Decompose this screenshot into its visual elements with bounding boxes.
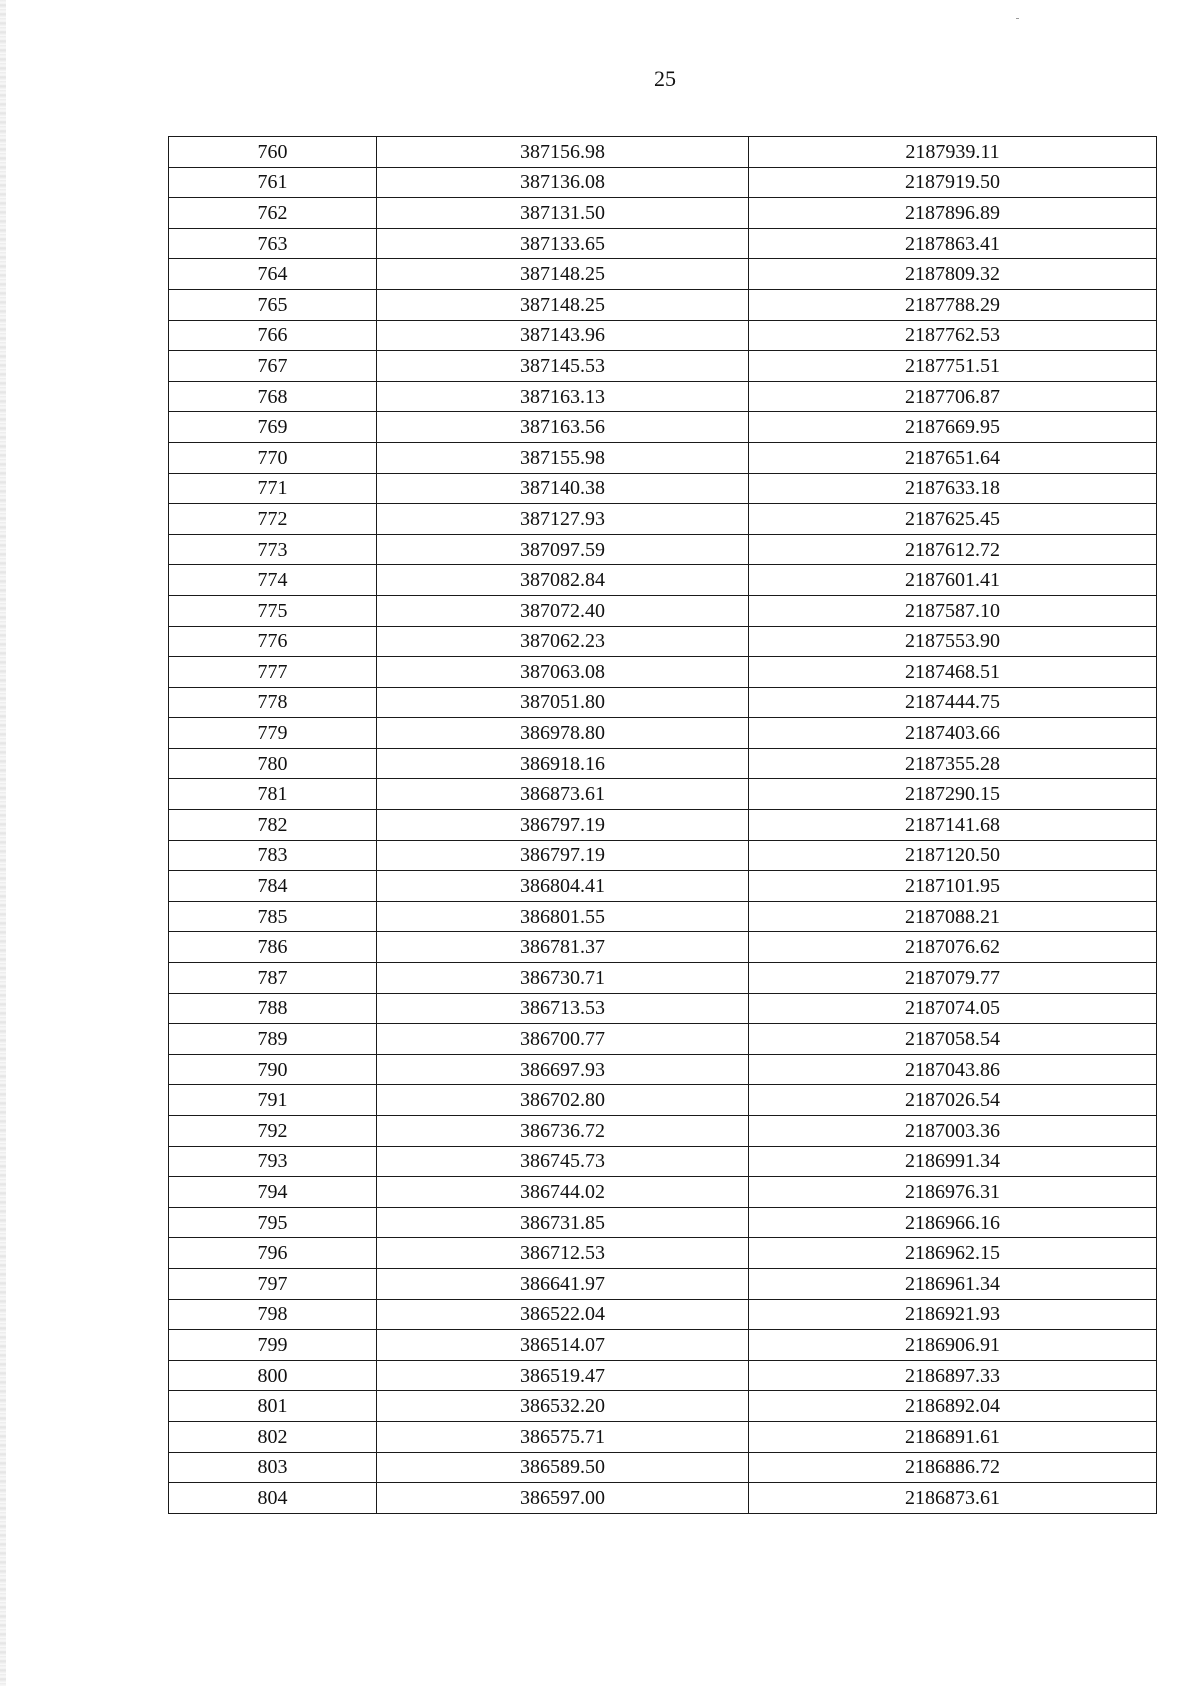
y-coordinate-cell: 2187079.77	[749, 963, 1157, 994]
point-number-cell: 795	[169, 1207, 377, 1238]
y-coordinate-cell: 2186892.04	[749, 1391, 1157, 1422]
point-number-cell: 778	[169, 687, 377, 718]
table-row	[169, 137, 1157, 168]
point-number-cell: 785	[169, 901, 377, 932]
table-row	[169, 779, 1157, 810]
scan-artifact	[1016, 18, 1019, 19]
y-coordinate-cell: 2186921.93	[749, 1299, 1157, 1330]
x-coordinate-cell: 386745.73	[377, 1146, 749, 1177]
point-number-cell: 798	[169, 1299, 377, 1330]
x-coordinate-cell: 386797.19	[377, 840, 749, 871]
x-coordinate-cell: 387051.80	[377, 687, 749, 718]
table-row	[169, 534, 1157, 565]
table-row	[169, 1360, 1157, 1391]
y-coordinate-cell: 2187762.53	[749, 320, 1157, 351]
y-coordinate-cell: 2186976.31	[749, 1177, 1157, 1208]
table-row	[169, 993, 1157, 1024]
point-number-cell: 760	[169, 137, 377, 168]
y-coordinate-cell: 2187058.54	[749, 1024, 1157, 1055]
point-number-cell: 787	[169, 963, 377, 994]
x-coordinate-cell: 386873.61	[377, 779, 749, 810]
y-coordinate-cell: 2187788.29	[749, 289, 1157, 320]
point-number-cell: 804	[169, 1483, 377, 1514]
point-number-cell: 774	[169, 565, 377, 596]
point-number-cell: 794	[169, 1177, 377, 1208]
x-coordinate-cell: 387148.25	[377, 259, 749, 290]
y-coordinate-cell: 2186962.15	[749, 1238, 1157, 1269]
point-number-cell: 782	[169, 810, 377, 841]
x-coordinate-cell: 386801.55	[377, 901, 749, 932]
table-row	[169, 198, 1157, 229]
y-coordinate-cell: 2187706.87	[749, 381, 1157, 412]
table-row	[169, 1207, 1157, 1238]
table-row	[169, 626, 1157, 657]
table-row	[169, 381, 1157, 412]
table-row	[169, 1146, 1157, 1177]
y-coordinate-cell: 2187601.41	[749, 565, 1157, 596]
point-number-cell: 788	[169, 993, 377, 1024]
y-coordinate-cell: 2187088.21	[749, 901, 1157, 932]
y-coordinate-cell: 2187026.54	[749, 1085, 1157, 1116]
point-number-cell: 767	[169, 351, 377, 382]
y-coordinate-cell: 2187290.15	[749, 779, 1157, 810]
coordinates-table	[168, 136, 1157, 1514]
x-coordinate-cell: 386597.00	[377, 1483, 749, 1514]
table-row	[169, 963, 1157, 994]
x-coordinate-cell: 387131.50	[377, 198, 749, 229]
y-coordinate-cell: 2187863.41	[749, 228, 1157, 259]
point-number-cell: 764	[169, 259, 377, 290]
y-coordinate-cell: 2187612.72	[749, 534, 1157, 565]
x-coordinate-cell: 386522.04	[377, 1299, 749, 1330]
point-number-cell: 796	[169, 1238, 377, 1269]
y-coordinate-cell: 2187468.51	[749, 657, 1157, 688]
x-coordinate-cell: 387156.98	[377, 137, 749, 168]
x-coordinate-cell: 386532.20	[377, 1391, 749, 1422]
x-coordinate-cell: 387063.08	[377, 657, 749, 688]
x-coordinate-cell: 386697.93	[377, 1054, 749, 1085]
table-row	[169, 871, 1157, 902]
x-coordinate-cell: 386731.85	[377, 1207, 749, 1238]
table-row	[169, 351, 1157, 382]
table-row	[169, 167, 1157, 198]
table-row	[169, 1452, 1157, 1483]
x-coordinate-cell: 387097.59	[377, 534, 749, 565]
point-number-cell: 786	[169, 932, 377, 963]
y-coordinate-cell: 2187809.32	[749, 259, 1157, 290]
x-coordinate-cell: 386797.19	[377, 810, 749, 841]
point-number-cell: 790	[169, 1054, 377, 1085]
x-coordinate-cell: 386978.80	[377, 718, 749, 749]
x-coordinate-cell: 386641.97	[377, 1268, 749, 1299]
y-coordinate-cell: 2186897.33	[749, 1360, 1157, 1391]
table-row	[169, 1483, 1157, 1514]
y-coordinate-cell: 2187444.75	[749, 687, 1157, 718]
table-row	[169, 657, 1157, 688]
y-coordinate-cell: 2187120.50	[749, 840, 1157, 871]
point-number-cell: 799	[169, 1330, 377, 1361]
table-row	[169, 595, 1157, 626]
y-coordinate-cell: 2187076.62	[749, 932, 1157, 963]
page-number: 25	[654, 66, 676, 91]
x-coordinate-cell: 387148.25	[377, 289, 749, 320]
x-coordinate-cell: 387127.93	[377, 504, 749, 535]
table-row	[169, 259, 1157, 290]
y-coordinate-cell: 2187625.45	[749, 504, 1157, 535]
table-row	[169, 1268, 1157, 1299]
table-row	[169, 1116, 1157, 1147]
coordinates-table-body	[169, 137, 1157, 1514]
point-number-cell: 769	[169, 412, 377, 443]
table-row	[169, 901, 1157, 932]
y-coordinate-cell: 2186906.91	[749, 1330, 1157, 1361]
x-coordinate-cell: 386700.77	[377, 1024, 749, 1055]
table-row	[169, 1299, 1157, 1330]
x-coordinate-cell: 386702.80	[377, 1085, 749, 1116]
x-coordinate-cell: 387163.13	[377, 381, 749, 412]
x-coordinate-cell: 387143.96	[377, 320, 749, 351]
table-row	[169, 442, 1157, 473]
x-coordinate-cell: 387062.23	[377, 626, 749, 657]
x-coordinate-cell: 386736.72	[377, 1116, 749, 1147]
point-number-cell: 803	[169, 1452, 377, 1483]
table-row	[169, 289, 1157, 320]
y-coordinate-cell: 2187919.50	[749, 167, 1157, 198]
y-coordinate-cell: 2186873.61	[749, 1483, 1157, 1514]
y-coordinate-cell: 2186886.72	[749, 1452, 1157, 1483]
table-row	[169, 810, 1157, 841]
table-row	[169, 1177, 1157, 1208]
table-row	[169, 932, 1157, 963]
x-coordinate-cell: 387072.40	[377, 595, 749, 626]
table-row	[169, 748, 1157, 779]
y-coordinate-cell: 2187141.68	[749, 810, 1157, 841]
x-coordinate-cell: 386575.71	[377, 1421, 749, 1452]
y-coordinate-cell: 2187651.64	[749, 442, 1157, 473]
y-coordinate-cell: 2186966.16	[749, 1207, 1157, 1238]
table-row	[169, 687, 1157, 718]
point-number-cell: 802	[169, 1421, 377, 1452]
point-number-cell: 784	[169, 871, 377, 902]
point-number-cell: 773	[169, 534, 377, 565]
point-number-cell: 789	[169, 1024, 377, 1055]
point-number-cell: 777	[169, 657, 377, 688]
table-row	[169, 412, 1157, 443]
y-coordinate-cell: 2187896.89	[749, 198, 1157, 229]
table-row	[169, 1085, 1157, 1116]
point-number-cell: 762	[169, 198, 377, 229]
point-number-cell: 779	[169, 718, 377, 749]
x-coordinate-cell: 387133.65	[377, 228, 749, 259]
x-coordinate-cell: 387155.98	[377, 442, 749, 473]
x-coordinate-cell: 386781.37	[377, 932, 749, 963]
x-coordinate-cell: 386744.02	[377, 1177, 749, 1208]
y-coordinate-cell: 2187553.90	[749, 626, 1157, 657]
x-coordinate-cell: 387140.38	[377, 473, 749, 504]
point-number-cell: 791	[169, 1085, 377, 1116]
table-row	[169, 228, 1157, 259]
table-row	[169, 320, 1157, 351]
point-number-cell: 781	[169, 779, 377, 810]
point-number-cell: 761	[169, 167, 377, 198]
point-number-cell: 797	[169, 1268, 377, 1299]
y-coordinate-cell: 2186961.34	[749, 1268, 1157, 1299]
x-coordinate-cell: 387082.84	[377, 565, 749, 596]
y-coordinate-cell: 2187403.66	[749, 718, 1157, 749]
point-number-cell: 792	[169, 1116, 377, 1147]
table-row	[169, 840, 1157, 871]
point-number-cell: 780	[169, 748, 377, 779]
x-coordinate-cell: 387145.53	[377, 351, 749, 382]
y-coordinate-cell: 2187939.11	[749, 137, 1157, 168]
table-row	[169, 1330, 1157, 1361]
point-number-cell: 763	[169, 228, 377, 259]
point-number-cell: 793	[169, 1146, 377, 1177]
point-number-cell: 765	[169, 289, 377, 320]
x-coordinate-cell: 386730.71	[377, 963, 749, 994]
y-coordinate-cell: 2186991.34	[749, 1146, 1157, 1177]
point-number-cell: 771	[169, 473, 377, 504]
point-number-cell: 775	[169, 595, 377, 626]
table-row	[169, 1054, 1157, 1085]
y-coordinate-cell: 2187003.36	[749, 1116, 1157, 1147]
x-coordinate-cell: 386918.16	[377, 748, 749, 779]
point-number-cell: 772	[169, 504, 377, 535]
x-coordinate-cell: 386514.07	[377, 1330, 749, 1361]
y-coordinate-cell: 2187587.10	[749, 595, 1157, 626]
point-number-cell: 801	[169, 1391, 377, 1422]
x-coordinate-cell: 386589.50	[377, 1452, 749, 1483]
y-coordinate-cell: 2187101.95	[749, 871, 1157, 902]
y-coordinate-cell: 2187633.18	[749, 473, 1157, 504]
table-row	[169, 1391, 1157, 1422]
point-number-cell: 768	[169, 381, 377, 412]
x-coordinate-cell: 386713.53	[377, 993, 749, 1024]
table-row	[169, 473, 1157, 504]
y-coordinate-cell: 2187043.86	[749, 1054, 1157, 1085]
x-coordinate-cell: 387163.56	[377, 412, 749, 443]
table-row	[169, 1024, 1157, 1055]
point-number-cell: 800	[169, 1360, 377, 1391]
table-row	[169, 718, 1157, 749]
x-coordinate-cell: 387136.08	[377, 167, 749, 198]
y-coordinate-cell: 2187669.95	[749, 412, 1157, 443]
y-coordinate-cell: 2187355.28	[749, 748, 1157, 779]
y-coordinate-cell: 2187074.05	[749, 993, 1157, 1024]
point-number-cell: 776	[169, 626, 377, 657]
table-row	[169, 504, 1157, 535]
point-number-cell: 770	[169, 442, 377, 473]
x-coordinate-cell: 386712.53	[377, 1238, 749, 1269]
table-row	[169, 565, 1157, 596]
point-number-cell: 766	[169, 320, 377, 351]
x-coordinate-cell: 386804.41	[377, 871, 749, 902]
x-coordinate-cell: 386519.47	[377, 1360, 749, 1391]
y-coordinate-cell: 2186891.61	[749, 1421, 1157, 1452]
table-row	[169, 1238, 1157, 1269]
point-number-cell: 783	[169, 840, 377, 871]
table-row	[169, 1421, 1157, 1452]
scan-edge	[0, 0, 6, 1686]
y-coordinate-cell: 2187751.51	[749, 351, 1157, 382]
